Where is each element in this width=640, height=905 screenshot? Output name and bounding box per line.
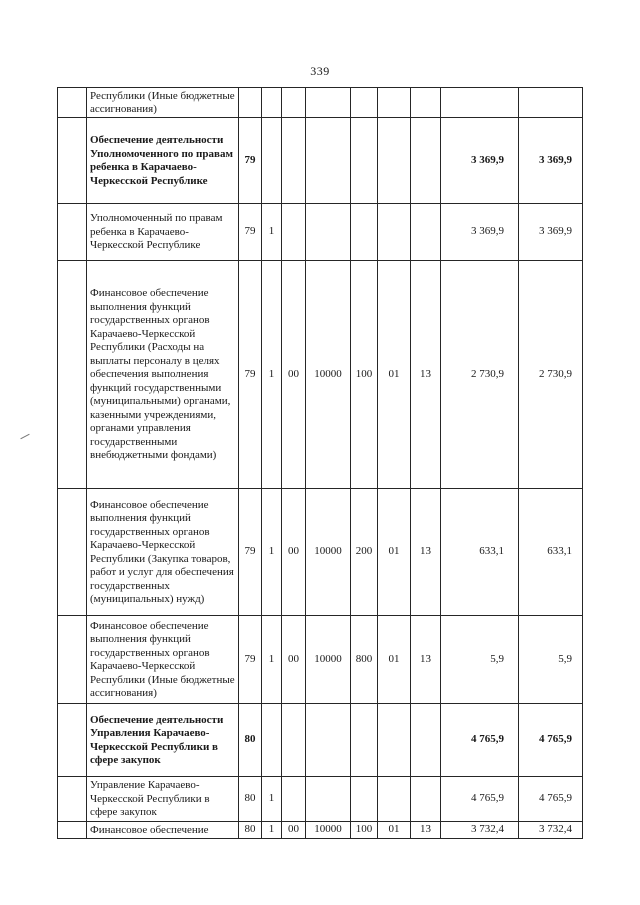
sum-year-2: 3 369,9 [519,204,583,261]
function-code-2: 13 [411,261,441,489]
function-code-2: 13 [411,489,441,616]
row-name: Управление Карачаево-Черкесской Республики в сфере закупок [87,777,239,822]
vr-code: 100 [351,822,378,839]
row-name: Финансовое обеспечение выполнения функций государственных органов Карачаево-Черкесской Республики (Закупка товаров, работ и услуг для обеспечения государственных (муниципальных) нужд) [87,489,239,616]
scan-artifact [20,434,29,440]
row-name: Уполномоченный по правам ребенка в Карачаево-Черкесской Республике [87,204,239,261]
vr-code: 100 [351,261,378,489]
table-row [58,777,583,822]
csr-code: 10000 [306,616,351,704]
table-row [58,489,583,616]
vr-code [351,777,378,822]
sum-year-1: 5,9 [441,616,519,704]
csr-code [306,118,351,204]
ved-code: 79 [239,489,262,616]
pr-code [282,777,306,822]
pr-code [282,204,306,261]
csr-code: 10000 [306,261,351,489]
sum-year-1: 3 369,9 [441,118,519,204]
sum-year-2: 633,1 [519,489,583,616]
pr-code: 00 [282,489,306,616]
blank-cell [58,777,87,822]
blank-cell [58,822,87,839]
pr-code: 00 [282,261,306,489]
function-code-2 [411,777,441,822]
sum-year-1: 4 765,9 [441,777,519,822]
ved-code: 79 [239,204,262,261]
blank-cell [58,489,87,616]
csr-code: 10000 [306,489,351,616]
csr-code [306,204,351,261]
function-code-1 [378,204,411,261]
row-name: Финансовое обеспечение выполнения функций государственных органов Карачаево-Черкесской Республики (Расходы на выплаты персоналу в целях обеспечения выполнения функций государственными (муниципальными) органами, казенными учреждениями, органами управления государственными внебюджетными фондами) [87,261,239,489]
csr-code [306,704,351,777]
pr-code [282,118,306,204]
blank-cell [58,261,87,489]
sum-year-2: 4 765,9 [519,704,583,777]
blank-cell [58,704,87,777]
sum-year-1: 3 732,4 [441,822,519,839]
sum-year-1: 3 369,9 [441,204,519,261]
vr-code [351,204,378,261]
function-code-1 [378,118,411,204]
ved-code: 80 [239,777,262,822]
sum-year-1: 4 765,9 [441,704,519,777]
table-row [58,822,583,839]
sum-year-2 [519,88,583,118]
function-code-1: 01 [378,616,411,704]
blank-cell [58,204,87,261]
rz-code: 1 [262,777,282,822]
pr-code: 00 [282,822,306,839]
rz-code: 1 [262,616,282,704]
table-row [58,704,583,777]
vr-code [351,118,378,204]
row-name: Обеспечение деятельности Уполномоченного по правам ребенка в Карачаево-Черкесской Республике [87,118,239,204]
function-code-2 [411,204,441,261]
sum-year-1: 2 730,9 [441,261,519,489]
row-name: Обеспечение деятельности Управления Карачаево-Черкесской Республики в сфере закупок [87,704,239,777]
pr-code [282,88,306,118]
csr-code [306,88,351,118]
ved-code: 80 [239,704,262,777]
blank-cell [58,88,87,118]
table-row [58,261,583,489]
page-number: 339 [310,64,330,78]
vr-code [351,88,378,118]
rz-code: 1 [262,204,282,261]
function-code-2: 13 [411,616,441,704]
function-code-1: 01 [378,822,411,839]
csr-code: 10000 [306,822,351,839]
function-code-2: 13 [411,822,441,839]
ved-code: 80 [239,822,262,839]
vr-code [351,704,378,777]
vr-code: 800 [351,616,378,704]
sum-year-1 [441,88,519,118]
sum-year-1: 633,1 [441,489,519,616]
sum-year-2: 2 730,9 [519,261,583,489]
function-code-1 [378,704,411,777]
sum-year-2: 5,9 [519,616,583,704]
vr-code: 200 [351,489,378,616]
rz-code [262,704,282,777]
ved-code: 79 [239,616,262,704]
function-code-1 [378,777,411,822]
rz-code: 1 [262,489,282,616]
function-code-1: 01 [378,489,411,616]
blank-cell [58,118,87,204]
csr-code [306,777,351,822]
function-code-2 [411,704,441,777]
pr-code [282,704,306,777]
row-name: Финансовое обеспечение выполнения функций государственных органов Карачаево-Черкесской Республики (Иные бюджетные ассигнования) [87,616,239,704]
rz-code: 1 [262,822,282,839]
table-row [58,204,583,261]
ved-code: 79 [239,261,262,489]
blank-cell [58,616,87,704]
rz-code: 1 [262,261,282,489]
function-code-1 [378,88,411,118]
sum-year-2: 3 369,9 [519,118,583,204]
row-name: Финансовое обеспечение [87,822,239,839]
sum-year-2: 3 732,4 [519,822,583,839]
budget-table [57,87,583,839]
sum-year-2: 4 765,9 [519,777,583,822]
rz-code [262,88,282,118]
table-row [58,88,583,118]
row-name: Республики (Иные бюджетные ассигнования) [87,88,239,118]
ved-code: 79 [239,118,262,204]
table-row [58,616,583,704]
pr-code: 00 [282,616,306,704]
ved-code [239,88,262,118]
function-code-2 [411,118,441,204]
function-code-2 [411,88,441,118]
function-code-1: 01 [378,261,411,489]
rz-code [262,118,282,204]
table-row [58,118,583,204]
